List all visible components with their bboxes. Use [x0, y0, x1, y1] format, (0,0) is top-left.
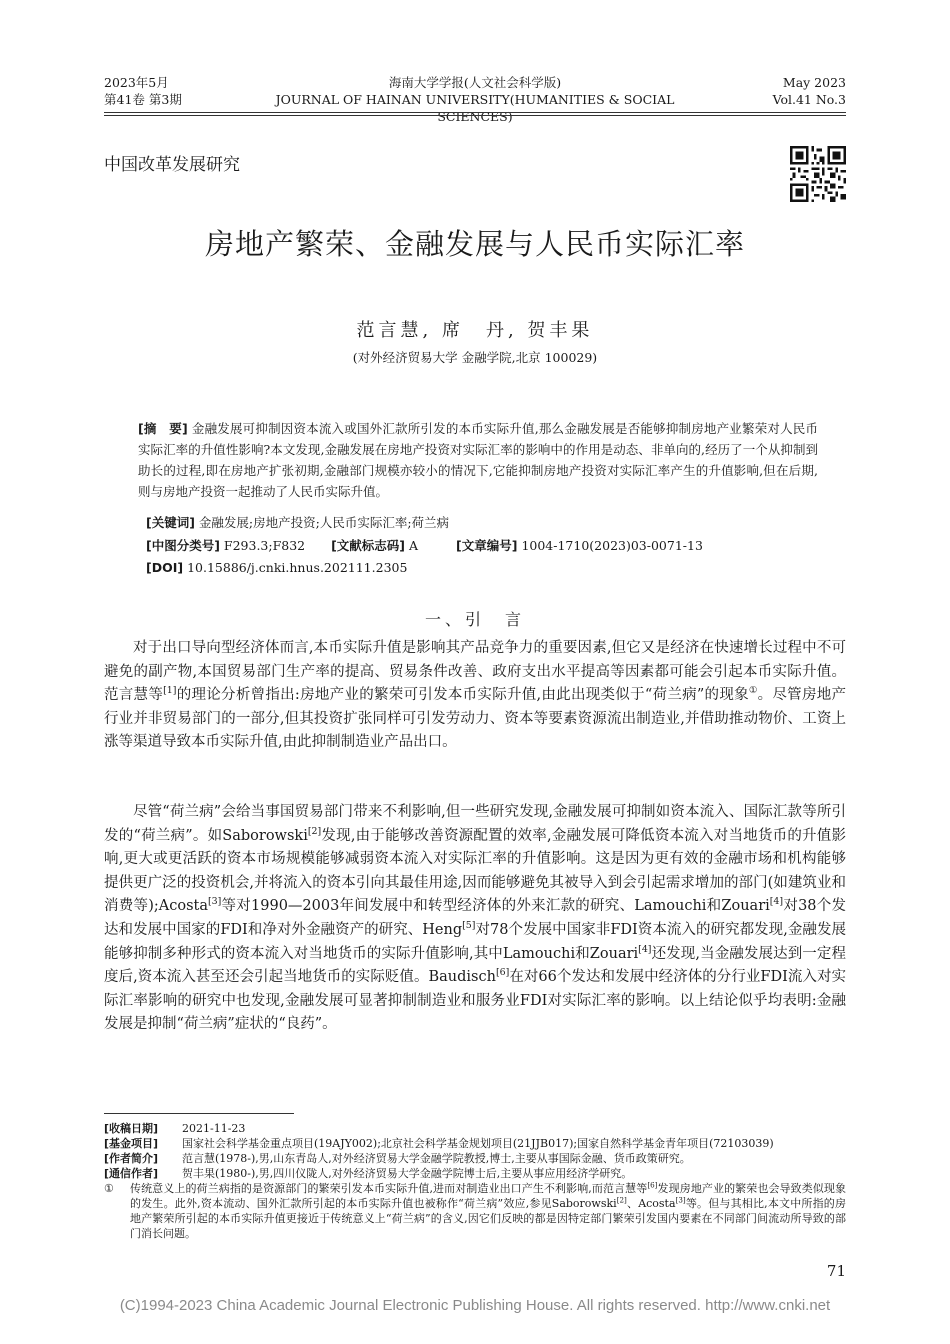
author-bio [104, 1151, 846, 1166]
column-label: 中国改革发展研究 [104, 155, 240, 175]
citation-4b: [4] [638, 943, 652, 955]
p2-text-c: 等对1990—2003年间发展中和转型经济体的外来汇款的研究、Lamouchi和Zouari [221, 898, 770, 915]
corresponding-author [104, 1166, 846, 1181]
footnotes [104, 1121, 846, 1241]
abstract [138, 418, 818, 502]
article-number-value: 1004-1710(2023)03-0071-13 [521, 538, 703, 553]
classification-line [146, 535, 703, 556]
p1-text-a: 对于出口导向型经济体而言,本币实际升值是影响其产品竞争力的重要因素,但它又是经济在快速增长过程中不可避免的副产物,本国贸易部门生产率的提高、贸易条件改善、政府支出水平提高等因素都可能会引起本币实际升值。范言慧等 [104, 640, 846, 704]
abstract-label: [摘 要] [138, 421, 188, 436]
header-issue-cn [104, 74, 182, 108]
fn-citation-6: [6] [647, 1180, 658, 1190]
keywords-text: 金融发展;房地产投资;人民币实际汇率;荷兰病 [198, 515, 450, 530]
qr-code-icon [790, 146, 846, 202]
footnote-rule [104, 1113, 294, 1114]
header-date-en: May 2023 [782, 75, 846, 90]
corresponding-value: 贺丰果(1980-),男,四川仪陇人,对外经济贸易大学金融学院博士后,主要从事应用经济学研究。 [182, 1167, 633, 1180]
citation-6: [6] [495, 967, 510, 979]
citation-1: [1] [163, 685, 177, 697]
fn-text-a: 传统意义上的荷兰病指的是资源部门的繁荣引发本币实际升值,进而对制造业出口产生不利影响,而范言慧等 [130, 1182, 648, 1195]
doc-code-value: A [409, 538, 419, 553]
keywords [146, 512, 449, 533]
section-heading: 一、引 言 [424, 610, 525, 629]
article-authors: 范言慧, 席 丹, 贺丰果 [356, 320, 594, 341]
doi-label: [DOI] [146, 560, 184, 575]
received-label: [收稿日期] [104, 1122, 159, 1135]
p1-text-b: 的理论分析曾指出:房地产业的繁荣可引发本币实际升值,由此出现类似于“荷兰病”的现象 [176, 687, 749, 704]
copyright-notice: (C)1994-2023 China Academic Journal Electronic Publishing House. All rights reserved. http://www.cnki.net [119, 1297, 831, 1314]
author-affiliation: (对外经济贸易大学 金融学院,北京 100029) [352, 350, 598, 365]
fn-citation-3: [3] [675, 1195, 686, 1205]
header-issue-en [773, 74, 846, 108]
header-rule [104, 112, 846, 113]
footnote-1-mark: ① [104, 1182, 114, 1195]
header-journal [240, 74, 710, 125]
clc-label: [中图分类号] [146, 538, 220, 553]
doi [146, 557, 407, 578]
fund-info [104, 1136, 846, 1151]
header-volume-cn: 第41卷 第3期 [104, 92, 182, 107]
received-date [104, 1121, 846, 1136]
paragraph-2 [104, 801, 846, 1037]
citation-4: [4] [769, 896, 784, 908]
corresponding-label: [通信作者] [104, 1167, 159, 1180]
header-date-cn: 2023年5月 [104, 75, 169, 90]
fn-text-c: 、Acosta [626, 1197, 676, 1210]
abstract-text: 金融发展可抑制因资本流入或国外汇款所引发的本币实际升值,那么金融发展是否能够抑制房地产业繁荣对人民币实际汇率的升值性影响?本文发现,金融发展在房地产投资对实际汇率的影响中的作用是动态、非单向的,经历了一个从抑制到助长的过程,即在房地产扩张初期,金融部门规模亦较小的情况下,它能抑制房地产投资对实际汇率产生的升值影响,但在后期,则与房地产投资一起推动了人民币实际升值。 [138, 421, 818, 499]
header-journal-cn: 海南大学学报(人文社会科学版) [388, 75, 562, 90]
fn-citation-2: [2] [616, 1195, 627, 1205]
header-volume-en: Vol.41 No.3 [772, 92, 846, 107]
received-value: 2021-11-23 [182, 1122, 246, 1135]
keywords-label: [关键词] [146, 515, 195, 530]
p2-text-d: 对38个发达和发展中国家的FDI和净对外金融资产的研究、Heng [104, 898, 846, 938]
clc-value: F293.3;F832 [223, 538, 306, 553]
footnote-marker: ① [748, 685, 758, 697]
p2-text-f: 还发现,当金融发展达到一定程度后,资本流入甚至还会引起当地货币的实际贬值。Baudisch [104, 945, 846, 986]
fn-text-d: 等。但与其相比,本文中所指的房地产繁荣所引起的本币实际升值更接近于传统意义上“荷兰病”的含义,因它们反映的都是因特定部门繁荣引发国内要素在不同部门间流动所导致的部门消长问题。 [130, 1197, 847, 1240]
p2-text-g: 在对66个发达和发展中经济体的分行业FDI流入对实际汇率影响的研究中也发现,金融发展可显著抑制制造业和服务业FDI对实际汇率的影响。以上结论似乎均表明:金融发展是抑制“荷兰病”症状的“良药”。 [104, 969, 846, 1033]
doc-code-label: [文献标志码] [331, 538, 406, 553]
fund-value: 国家社会科学基金重点项目(19AJY002);北京社会科学基金规划项目(21JJB017);国家自然科学基金青年项目(72103039) [182, 1137, 774, 1150]
author-bio-label: [作者简介] [104, 1152, 159, 1165]
page-number: 71 [826, 1262, 846, 1280]
header-journal-en: JOURNAL OF HAINAN UNIVERSITY(HUMANITIES & SOCIAL SCIENCES) [275, 92, 675, 124]
p2-text-a: 尽管“荷兰病”会给当事国贸易部门带来不利影响,但一些研究发现,金融发展可抑制如资本流入、国际汇款等所引发的“荷兰病”。如Saborowski [104, 804, 846, 844]
fn-text-b: 发现房地产业的繁荣也会导致类似现象的发生。此外,资本流动、国外汇款所引起的本币实际升值也被称作“荷兰病”效应,参见Saborowski [130, 1182, 846, 1210]
footnote-1 [104, 1181, 846, 1241]
citation-3: [3] [207, 896, 222, 908]
header-rule-thin [104, 115, 846, 116]
article-number-label: [文章编号] [456, 538, 518, 553]
paragraph-1 [104, 637, 846, 755]
citation-2: [2] [307, 825, 322, 837]
p1-text-c: 。尽管房地产行业并非贸易部门的一部分,但其投资扩张同样可引发劳动力、资本等要素资源流出制造业,并借助推动物价、工资上涨等渠道导致本币实际升值,由此抑制制造业产品出口。 [104, 687, 846, 751]
p2-text-b: 发现,由于能够改善资源配置的效率,金融发展可降低资本流入对当地货币的升值影响,更大或更活跃的资本市场规模能够减弱资本流入对实际汇率的升值影响。这是因为更有效的金融市场和机构能够提供更广泛的投资机会,并将流入的资本引向其最佳用途,因而能够避免其被导入到会引起需求增加的部门(如建筑业和消费等);Acosta [104, 827, 846, 915]
fund-label: [基金项目] [104, 1137, 159, 1150]
article-title: 房地产繁荣、金融发展与人民币实际汇率 [204, 227, 745, 261]
p2-text-e: 对78个发展中国家非FDI资本流入的研究都发现,金融发展能够抑制多种形式的资本流入对当地货币的实际升值影响,其中Lamouchi和Zouari [104, 921, 846, 962]
author-bio-value: 范言慧(1978-),男,山东青岛人,对外经济贸易大学金融学院教授,博士,主要从事国际金融、货币政策研究。 [182, 1152, 691, 1165]
footnote-1-text [130, 1181, 846, 1241]
citation-5: [5] [462, 920, 476, 932]
doi-value: 10.15886/j.cnki.hnus.202111.2305 [187, 560, 408, 575]
